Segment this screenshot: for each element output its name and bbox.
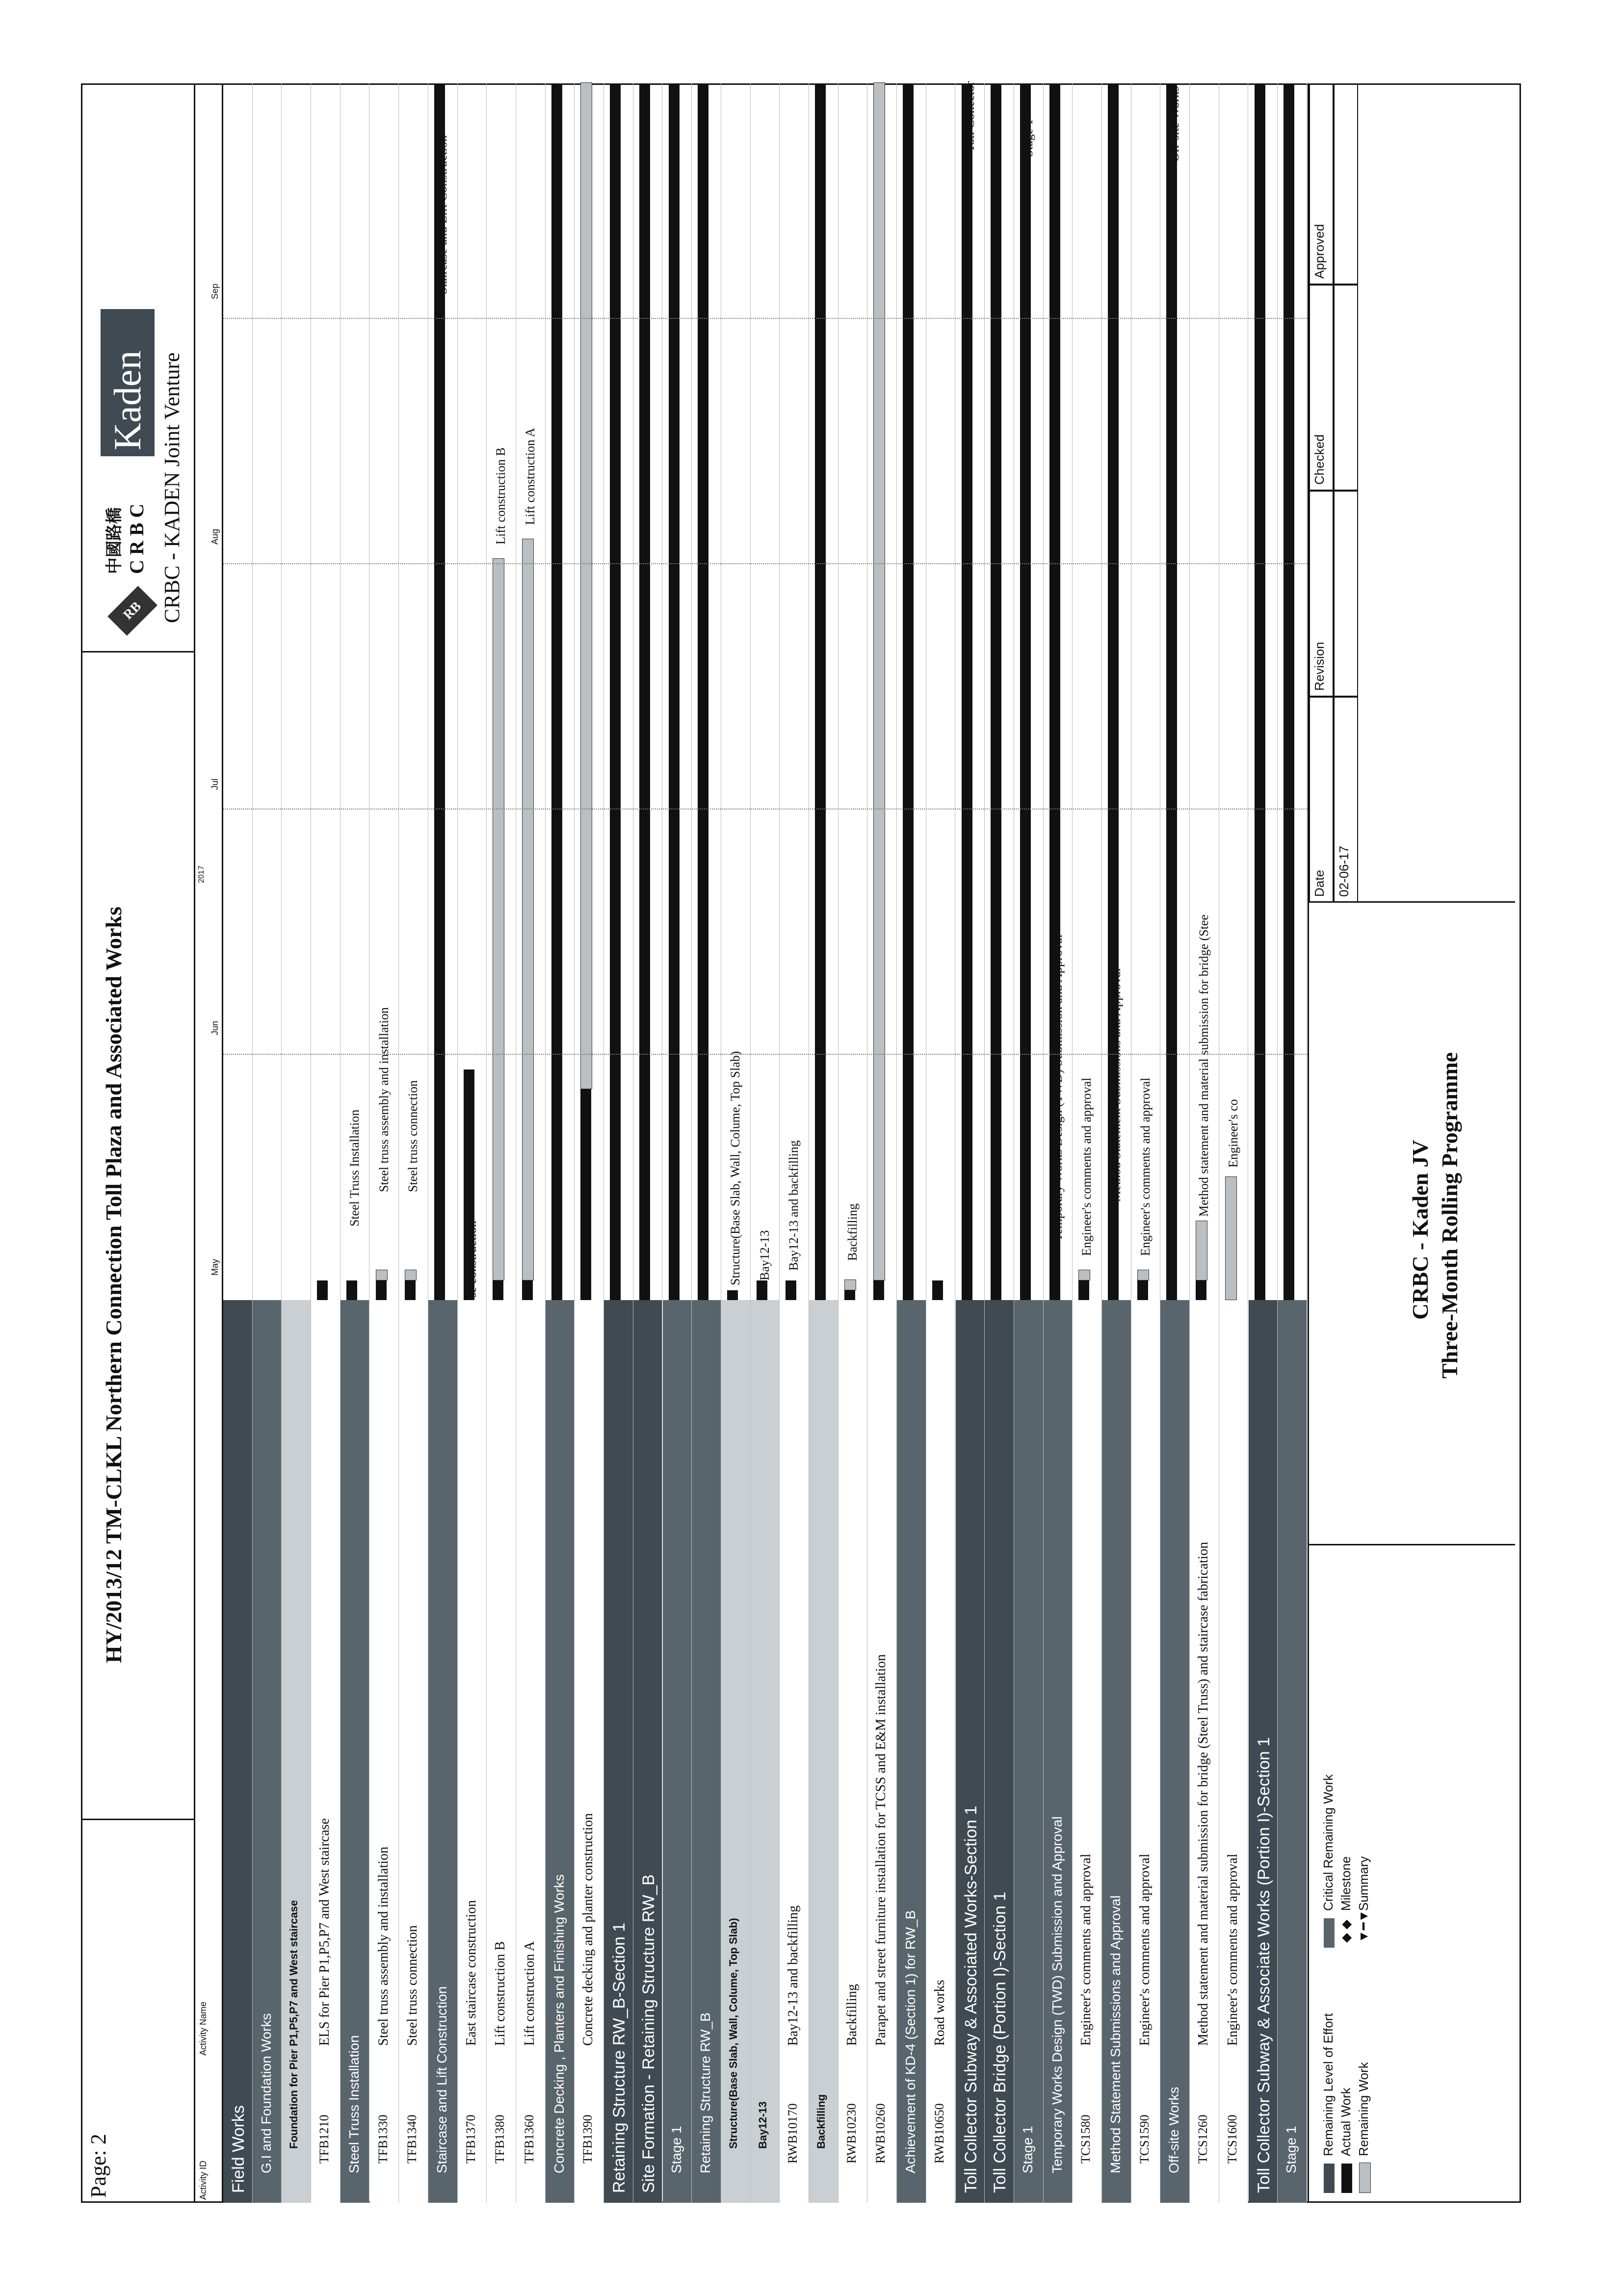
table-row bbox=[1131, 83, 1161, 2203]
gantt-bar bbox=[991, 83, 1001, 1300]
activity-name: Engineer's comments and approval bbox=[1078, 1853, 1094, 2046]
gantt-bar bbox=[1196, 1280, 1206, 1300]
table-row bbox=[341, 83, 370, 2203]
activity-name: Toll Collector Bridge (Portion I)-Section 1 bbox=[991, 1891, 1010, 2193]
table-row bbox=[516, 83, 546, 2203]
activity-name: Concrete Decking , Planters and Finishing Works bbox=[551, 1874, 567, 2173]
table-row bbox=[546, 83, 575, 2203]
gantt-bar bbox=[727, 1290, 738, 1300]
table-row bbox=[1219, 83, 1249, 2203]
row-background bbox=[487, 1300, 516, 2203]
gantt-bar-label: Lift construction B bbox=[494, 447, 508, 545]
kaden-logo: Kaden bbox=[101, 309, 155, 456]
revision-value bbox=[1334, 491, 1358, 697]
table-row bbox=[1044, 83, 1073, 2203]
activity-name: Steel truss assembly and installation bbox=[375, 1847, 391, 2046]
activity-name: Lift construction A bbox=[522, 1941, 537, 2046]
gantt-bar bbox=[580, 1089, 591, 1300]
row-background bbox=[575, 1300, 603, 2203]
month-gridline bbox=[223, 563, 1308, 564]
table-row bbox=[663, 83, 692, 2203]
activity-name: Site Formation - Retaining Structure RW_B bbox=[639, 1874, 658, 2193]
row-background bbox=[516, 1300, 545, 2203]
row-background bbox=[663, 1300, 692, 2203]
activity-id: TFB1340 bbox=[405, 2114, 419, 2164]
activity-name: Toll Collector Subway & Associate Works (Portion I)-Section 1 bbox=[1254, 1737, 1273, 2193]
activity-id: TFB1380 bbox=[493, 2114, 507, 2164]
activity-name: Bay12-13 bbox=[756, 2101, 769, 2149]
row-background bbox=[1014, 1300, 1043, 2203]
gantt-bar-label: Steel Truss Installation bbox=[347, 1109, 362, 1226]
activity-id: TCS1600 bbox=[1225, 2114, 1239, 2164]
row-background bbox=[311, 1300, 340, 2203]
gantt-bar bbox=[376, 1280, 387, 1300]
gantt-bar-label: Method statement and material submission for bridge (Stee bbox=[1197, 914, 1211, 1217]
gantt-bar bbox=[873, 82, 885, 1280]
revision-date-header: Date bbox=[1309, 697, 1334, 903]
year-header: 2017 bbox=[197, 865, 206, 883]
activity-name: Retaining Structure RW_B-Section 1 bbox=[610, 1922, 629, 2193]
row-background bbox=[458, 1300, 487, 2203]
month-may: May bbox=[210, 1258, 220, 1276]
summary-icon: ▼━▼ bbox=[1356, 1909, 1371, 1943]
table-row bbox=[692, 83, 721, 2203]
landscape-content bbox=[81, 83, 1521, 2203]
table-row bbox=[458, 83, 487, 2203]
activity-name: Method statement and material submission for bridge (Steel Truss) and staircase fabrication bbox=[1196, 1541, 1211, 2046]
row-background bbox=[1160, 1300, 1189, 2203]
gantt-bar-label: Temporary Works Design (TWD) Submission and Approval bbox=[1050, 934, 1065, 1241]
month-sep: Sep bbox=[210, 283, 220, 299]
activity-id: TFB1210 bbox=[317, 2114, 332, 2164]
activity-name: Backfilling bbox=[815, 2094, 827, 2149]
table-row bbox=[487, 83, 516, 2203]
gantt-bar-label: Backfilling bbox=[845, 1203, 860, 1261]
programme-title: Three-Month Rolling Programme bbox=[1437, 1052, 1462, 1379]
gantt-bar bbox=[669, 83, 680, 1300]
activity-name: Engineer's comments and approval bbox=[1225, 1853, 1240, 2046]
gantt-bar-label: Lift construction A bbox=[523, 428, 537, 525]
gantt-bar bbox=[551, 83, 562, 1300]
activity-name: Staircase and Lift Construction bbox=[434, 1986, 449, 2173]
gantt-bar bbox=[1078, 1270, 1090, 1280]
gantt-bar bbox=[1255, 83, 1265, 1300]
activity-id: TCS1590 bbox=[1137, 2114, 1152, 2164]
activity-name: Lift construction B bbox=[493, 1941, 508, 2046]
row-background bbox=[926, 1300, 955, 2203]
month-gridline bbox=[223, 1054, 1308, 1055]
table-row bbox=[926, 83, 956, 2203]
table-row bbox=[311, 83, 341, 2203]
activity-name: Steel truss connection bbox=[405, 1925, 420, 2046]
table-row bbox=[633, 83, 663, 2203]
column-header bbox=[194, 83, 223, 2203]
activity-name: Retaining Structure RW_B bbox=[698, 2012, 713, 2173]
activity-name: Toll Collector Subway & Associated Works-Section 1 bbox=[961, 1805, 980, 2193]
activity-name: East staircase construction bbox=[463, 1900, 479, 2046]
gantt-bar bbox=[844, 1290, 855, 1300]
table-row bbox=[897, 83, 926, 2203]
activity-name: ELS for Pier P1,P5,P7 and West staircase bbox=[317, 1818, 333, 2046]
gantt-bar-label: Staircase and Lift Construction bbox=[435, 135, 449, 294]
legend-label: Milestone bbox=[1338, 1856, 1353, 1911]
gantt-bar-label: Steel truss connection bbox=[406, 1080, 420, 1192]
gantt-bar-label: Bay12-13 and backfilling bbox=[786, 1140, 801, 1271]
table-row bbox=[1190, 83, 1219, 2203]
legend-swatch-critical bbox=[1324, 1918, 1335, 1948]
gantt-bar bbox=[405, 1270, 417, 1280]
gantt-bar bbox=[815, 83, 826, 1300]
table-row bbox=[370, 83, 399, 2203]
activity-name: Field Works bbox=[229, 2105, 248, 2193]
row-background bbox=[780, 1300, 809, 2203]
legend-swatch-level-of-effort bbox=[1324, 2164, 1335, 2193]
activity-name: Stage 1 bbox=[668, 2126, 684, 2173]
joint-venture-name: CRBC - KADEN Joint Venture bbox=[160, 352, 184, 623]
row-background bbox=[370, 1300, 399, 2203]
gantt-bar bbox=[610, 83, 621, 1300]
activity-id: RWB10260 bbox=[873, 2103, 888, 2164]
row-background bbox=[1131, 1300, 1160, 2203]
gantt-bar bbox=[873, 1280, 884, 1300]
milestone-icon: ◆ ◆ bbox=[1338, 1919, 1353, 1943]
gantt-bar bbox=[903, 83, 914, 1300]
footer-divider bbox=[1309, 1544, 1515, 1545]
activity-name-header: Activity Name bbox=[198, 2001, 208, 2056]
activity-name: G.I and Foundation Works bbox=[258, 2013, 274, 2173]
gantt-bar-label: Engineer's comments and approval bbox=[1138, 1077, 1153, 1256]
activity-id: TFB1360 bbox=[522, 2114, 536, 2164]
activity-name: Method Statement Submissions and Approval bbox=[1108, 1895, 1123, 2173]
legend-label: Critical Remaining Work bbox=[1321, 1774, 1336, 1911]
header-divider bbox=[81, 1819, 194, 1820]
activity-name: Structure(Base Slab, Wall, Colume, Top Slab) bbox=[727, 1918, 739, 2149]
activity-name: Engineer's comments and approval bbox=[1137, 1853, 1153, 2046]
table-row bbox=[1102, 83, 1131, 2203]
rb-logo-icon: RB bbox=[107, 586, 157, 636]
gantt-bar bbox=[1137, 1280, 1148, 1300]
gantt-bar bbox=[844, 1279, 856, 1290]
table-row bbox=[1249, 83, 1278, 2203]
gantt-bar bbox=[493, 558, 504, 1280]
gantt-bar bbox=[317, 1280, 328, 1300]
gantt-bar-label: Bay12-13 bbox=[757, 1230, 772, 1280]
row-background bbox=[399, 1300, 428, 2203]
gantt-bar bbox=[346, 1280, 357, 1300]
activity-name: Achievement of KD-4 (Section 1) for RW_B bbox=[903, 1910, 918, 2173]
gantt-bar bbox=[698, 83, 708, 1300]
activity-id: TFB1370 bbox=[463, 2114, 478, 2164]
approved-value bbox=[1334, 83, 1358, 285]
table-row bbox=[253, 83, 282, 2203]
gantt-bar bbox=[522, 539, 534, 1280]
gantt-bar bbox=[1078, 1280, 1089, 1300]
activity-id: TCS1260 bbox=[1196, 2114, 1210, 2164]
table-row bbox=[751, 83, 780, 2203]
row-background bbox=[809, 1300, 838, 2203]
gantt-bar bbox=[786, 1280, 796, 1300]
activity-name: Temporary Works Design (TWD) Submission and Approval bbox=[1049, 1816, 1065, 2173]
table-row bbox=[604, 83, 633, 2203]
gantt-bar bbox=[932, 1280, 943, 1300]
month-aug: Aug bbox=[210, 528, 220, 545]
gantt-bar bbox=[1283, 83, 1294, 1300]
gantt-bar bbox=[376, 1270, 388, 1280]
table-row bbox=[575, 83, 604, 2203]
activity-id: RWB10230 bbox=[844, 2103, 859, 2164]
gantt-bar-label: Stage 1 bbox=[1021, 119, 1035, 157]
gantt-bar-label: Engineer's co bbox=[1226, 1099, 1240, 1168]
table-row bbox=[721, 83, 751, 2203]
gantt-bar bbox=[1196, 1221, 1207, 1280]
table-row bbox=[780, 83, 809, 2203]
gantt-bar-label: Method Statement Submissions and Approval bbox=[1109, 968, 1123, 1202]
row-background bbox=[1219, 1300, 1248, 2203]
legend-swatch-actual bbox=[1341, 2164, 1352, 2193]
table-row bbox=[223, 83, 253, 2203]
table-row bbox=[1160, 83, 1190, 2203]
table-row bbox=[809, 83, 838, 2203]
row-background bbox=[1278, 1300, 1307, 2203]
activity-name: Parapet and street furniture installation for TCSS and E&M installation bbox=[873, 1654, 889, 2046]
revision-header: Revision bbox=[1309, 491, 1334, 697]
approved-header: Approved bbox=[1309, 83, 1334, 285]
activity-id: TFB1330 bbox=[375, 2114, 390, 2164]
header-divider bbox=[81, 651, 194, 652]
row-background bbox=[1073, 1300, 1101, 2203]
activity-id: RWB10170 bbox=[786, 2103, 800, 2164]
gantt-bar-label: Steel truss assembly and installation bbox=[376, 1007, 391, 1192]
crbc-chinese-logo: 中國路橋 bbox=[105, 507, 124, 574]
gantt-bar bbox=[493, 1280, 503, 1300]
activity-name: Off-site Works bbox=[1166, 2087, 1182, 2173]
gantt-bar bbox=[1020, 83, 1031, 1300]
schedule-sheet bbox=[81, 83, 1521, 2203]
gantt-bar bbox=[580, 82, 592, 1089]
checked-value bbox=[1334, 285, 1358, 491]
activity-id: TFB1390 bbox=[580, 2114, 595, 2164]
legend-label: Remaining Level of Effort bbox=[1321, 2013, 1336, 2156]
activity-id-header: Activity ID bbox=[198, 2160, 208, 2200]
activity-name: Bay12-13 and backfilling bbox=[786, 1905, 801, 2046]
activity-id: RWB10650 bbox=[932, 2103, 946, 2164]
gantt-bar-label: se construction bbox=[464, 1221, 479, 1298]
activity-name: Foundation for Pier P1,P5,P7 and West staircase bbox=[288, 1900, 300, 2149]
activity-name: Stage 1 bbox=[1283, 2126, 1299, 2173]
activity-name: Concrete decking and planter construction bbox=[580, 1813, 596, 2046]
table-row bbox=[399, 83, 428, 2203]
legend-label: Summary bbox=[1356, 1856, 1371, 1911]
gantt-bar bbox=[522, 1280, 533, 1300]
gantt-bar-label: Toll Collector bbox=[962, 81, 977, 152]
table-row bbox=[1278, 83, 1307, 2203]
month-gridline bbox=[223, 318, 1308, 319]
gantt-bar bbox=[405, 1280, 416, 1300]
page-number: Page: 2 bbox=[86, 2134, 110, 2198]
legend-swatch-remaining bbox=[1359, 2163, 1371, 2193]
legend-label: Remaining Work bbox=[1356, 2062, 1371, 2156]
gantt-bar-label: Off-site Works bbox=[1167, 86, 1182, 162]
row-background bbox=[223, 1300, 252, 2203]
row-background bbox=[751, 1300, 780, 2203]
programme-company: CRBC - Kaden JV bbox=[1408, 1140, 1433, 1320]
month-jul: Jul bbox=[210, 778, 220, 790]
table-row bbox=[956, 83, 985, 2203]
table-row bbox=[282, 83, 311, 2203]
gantt-bar bbox=[962, 83, 972, 1300]
footer bbox=[1308, 83, 1515, 2203]
gantt-bar bbox=[757, 1280, 767, 1300]
row-background bbox=[838, 1300, 867, 2203]
legend-label: Actual Work bbox=[1338, 2087, 1353, 2156]
gantt-bar bbox=[1137, 1270, 1149, 1280]
checked-header: Checked bbox=[1309, 285, 1334, 491]
activity-name: Steel Truss Installation bbox=[346, 2035, 362, 2173]
table-row bbox=[838, 83, 868, 2203]
activity-name: Road works bbox=[932, 1980, 947, 2046]
table-row bbox=[985, 83, 1014, 2203]
revision-date-value: 02-06-17 bbox=[1334, 697, 1358, 903]
crbc-logo: CRBC bbox=[126, 498, 148, 574]
month-jun: Jun bbox=[210, 1020, 220, 1035]
gantt-bar bbox=[1166, 83, 1177, 1300]
gantt-bar-label: Structure(Base Slab, Wall, Colume, Top Slab) bbox=[728, 1051, 742, 1285]
gantt-bar bbox=[639, 83, 650, 1300]
activity-name: Backfilling bbox=[844, 1984, 860, 2046]
table-row bbox=[1073, 83, 1102, 2203]
table-row bbox=[428, 83, 458, 2203]
activity-id: TCS1580 bbox=[1078, 2114, 1093, 2164]
gantt-bar-label: Engineer's comments and approval bbox=[1079, 1077, 1094, 1256]
table-row bbox=[1014, 83, 1044, 2203]
table-row bbox=[867, 83, 897, 2203]
project-title: HY/2013/12 TM-CLKL Northern Connection Toll Plaza and Associated Works bbox=[101, 906, 126, 1663]
activity-name: Stage 1 bbox=[1020, 2126, 1035, 2173]
gantt-bar bbox=[1225, 1176, 1237, 1300]
